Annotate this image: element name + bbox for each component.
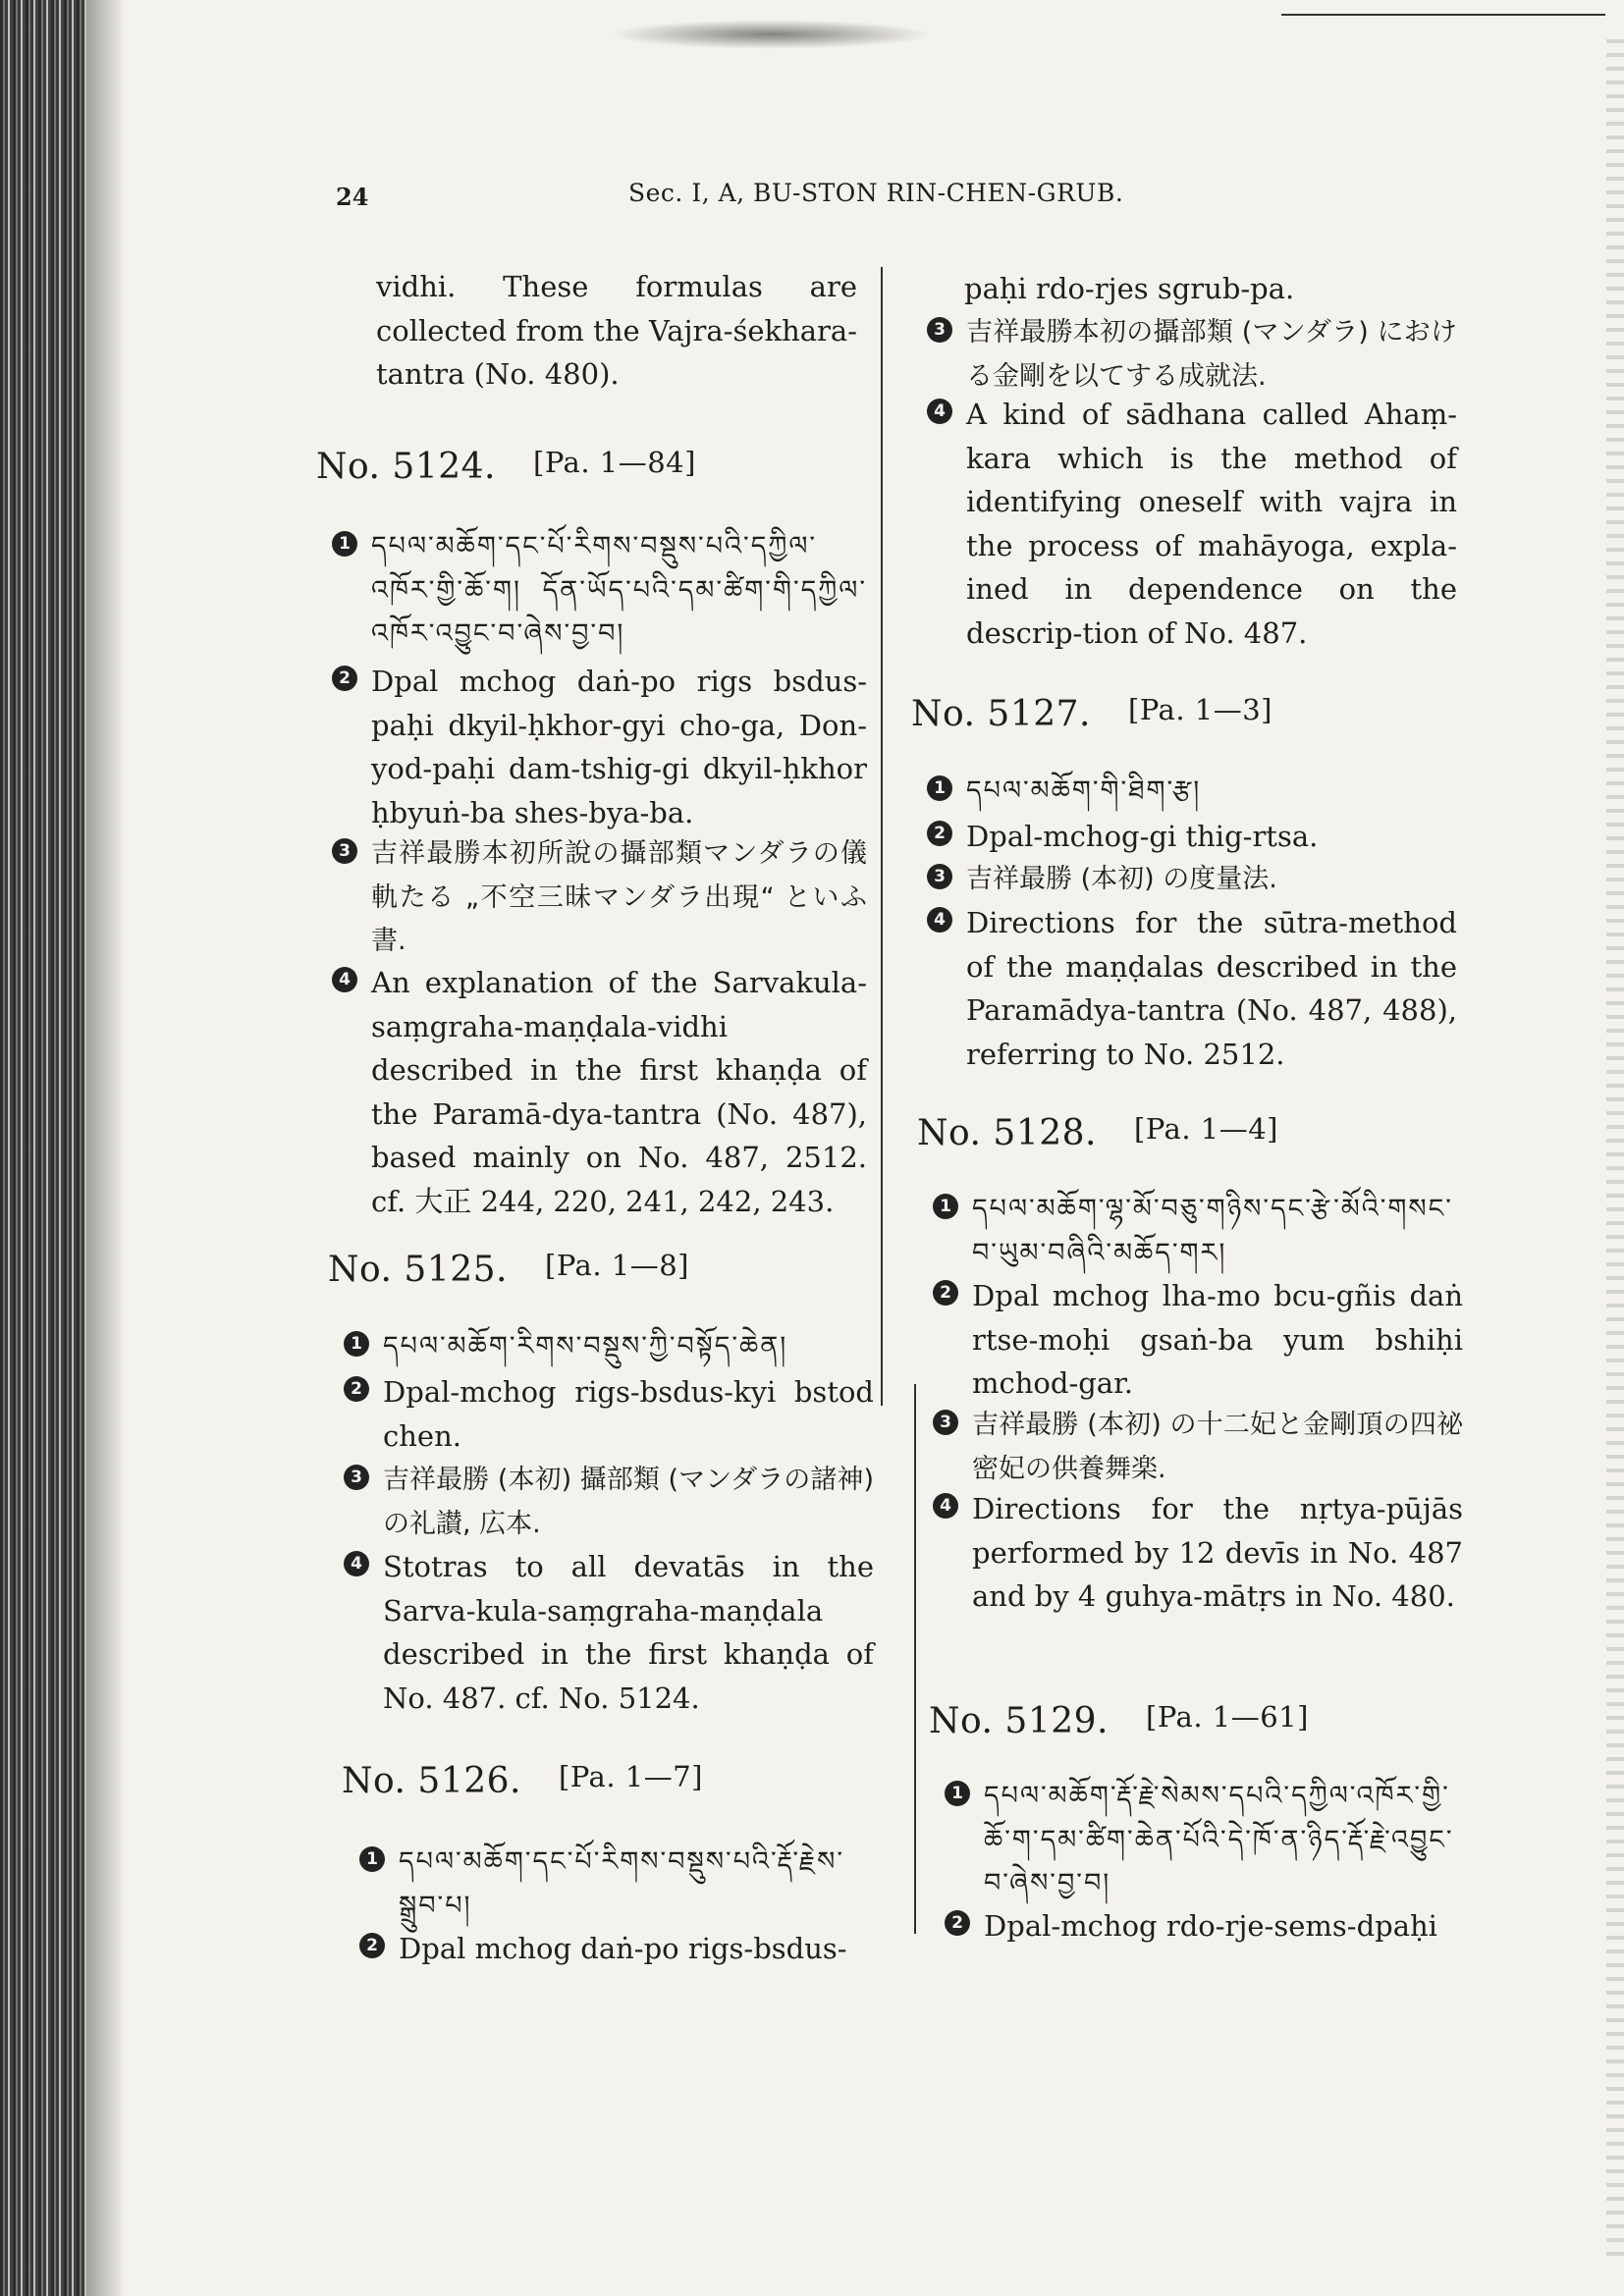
book-spine-shadow [0, 0, 86, 2296]
item-english [927, 901, 1457, 1076]
marker-2-icon: 2 [933, 1280, 958, 1306]
marker-2-icon: 2 [945, 1910, 970, 1936]
transliteration: Dpal mchog lha-mo bcu-gñis daṅ rtse-moḥi gsaṅ-ba yum bshiḥi mchod-gar. [972, 1279, 1463, 1400]
entry-number-5125 [328, 1250, 689, 1290]
item-transliteration [927, 815, 1457, 859]
tibetan-title: དཔལ་མཆོག་དང་པོ་རིགས་བསྡུས་པའི་རྡོ་རྗེས་སྒྲུབ་པ། [399, 1846, 845, 1921]
marker-2-icon: 2 [927, 821, 952, 846]
item-tibetan [945, 1775, 1470, 1906]
item-japanese [332, 832, 867, 964]
item-transliteration [359, 1927, 880, 1971]
english-description: Stotras to all devatās in the Sarva-kula-saṃgraha-maṇḍala described in the first khaṇḍa of No. 487. cf. No. 5124. [383, 1550, 874, 1715]
tibetan-title: དཔལ་མཆོག་དང་པོ་རིགས་བསྡུས་པའི་དཀྱིལ་འཁོར་གྱི་ཆོ་ག། དོན་ཡོད་པའི་དམ་ཚིག་གི་དཀྱིལ་འཁོར་འབྱུང་བ་ཞེས་བྱ་བ། [371, 531, 867, 649]
item-japanese [927, 311, 1457, 399]
entry-number-5128 [917, 1113, 1278, 1153]
marker-3-icon: 3 [332, 838, 357, 864]
entry-number: No. 5128. [917, 1113, 1097, 1153]
marker-4-icon: 4 [344, 1551, 369, 1576]
japanese-title: 吉祥最勝 (本初) の十二妃と金剛頂の四祕密妃の供養舞楽. [972, 1410, 1463, 1484]
entry-ref: [Pa. 1—84] [533, 446, 696, 479]
continuation-line [923, 267, 1453, 311]
marker-4-icon: 4 [933, 1493, 958, 1519]
japanese-title: 吉祥最勝 (本初) 攝部類 (マンダラの諸神) の礼讃, 広本. [383, 1465, 874, 1539]
entry-number: No. 5126. [342, 1761, 521, 1801]
tibetan-title: དཔལ་མཆོག་རྡོ་རྗེ་སེམས་དཔའི་དཀྱིལ་འཁོར་གྱི་ཆོ་ག་དམ་ཚིག་ཆེན་པོའི་དེ་ཁོ་ན་ཉིད་རྡོ་རྗེ་འབྱུང་བ་ཞེས་བྱ་བ། [984, 1781, 1454, 1898]
entry-number-5126 [342, 1761, 703, 1801]
column-divider-lower [914, 1384, 916, 1934]
marker-3-icon: 3 [927, 864, 952, 889]
entry-number: No. 5127. [911, 694, 1091, 734]
item-transliteration [332, 660, 867, 834]
entry-ref: [Pa. 1—4] [1134, 1112, 1278, 1146]
marker-1-icon: 1 [945, 1781, 970, 1806]
item-transliteration [933, 1274, 1463, 1406]
transliteration: Dpal mchog daṅ-po rigs bsdus-paḥi dkyil-ḥkhor-gyi cho-ga, Don-yod-paḥi dam-tshig-gi dkyil-ḥkhor ḥbyuṅ-ba shes-bya-ba. [371, 665, 867, 829]
scan-smudge [609, 20, 933, 49]
entry-number-5127 [911, 694, 1272, 734]
marker-2-icon: 2 [359, 1933, 385, 1958]
entry-ref: [Pa. 1—7] [559, 1760, 703, 1793]
transliteration: Dpal mchog daṅ-po rigs-bsdus- [399, 1932, 847, 1965]
entry-number: No. 5124. [316, 447, 496, 487]
item-english [933, 1487, 1463, 1619]
item-tibetan [344, 1325, 874, 1369]
entry-ref: [Pa. 1—61] [1146, 1700, 1309, 1734]
entry-number: No. 5129. [929, 1701, 1109, 1741]
item-transliteration [945, 1904, 1470, 1949]
item-english [332, 961, 867, 1223]
japanese-title: 吉祥最勝本初の攝部類 (マンダラ) における金剛を以てする成就法. [966, 317, 1457, 392]
entry-number: No. 5125. [328, 1250, 508, 1290]
marker-1-icon: 1 [332, 531, 357, 557]
item-japanese [933, 1404, 1463, 1491]
marker-4-icon: 4 [927, 399, 952, 424]
entry-ref: [Pa. 1—3] [1128, 693, 1272, 726]
english-description: Directions for the nṛtya-pūjās performed by 12 devīs in No. 487 and by 4 guhya-mātṛs in No. 480. [972, 1492, 1463, 1613]
japanese-title: 吉祥最勝本初所說の攝部類マンダラの儀軌たる „不空三昧マンダラ出現“ といふ書. [371, 838, 867, 956]
marker-2-icon: 2 [332, 666, 357, 691]
page-number: 24 [336, 183, 369, 211]
marker-1-icon: 1 [933, 1194, 958, 1219]
entry-number-5124 [316, 447, 696, 487]
page-edge-marks [1606, 39, 1624, 2258]
item-english [927, 393, 1457, 655]
spine-gradient [86, 0, 126, 2296]
running-head: Sec. I, A, BU-STON RIN-CHEN-GRUB. [628, 179, 1124, 207]
tibetan-title: དཔལ་མཆོག་རིགས་བསྡུས་ཀྱི་བསྟོད་ཆེན། [383, 1331, 788, 1362]
marker-1-icon: 1 [344, 1331, 369, 1357]
continuation-text: paḥi rdo-rjes sgrub-pa. [964, 272, 1295, 305]
item-tibetan [927, 770, 1457, 814]
marker-4-icon: 4 [927, 907, 952, 933]
english-description: A kind of sādhana called Ahaṃ-kara which is the method of identifying oneself with vajra in the process of mahāyoga, expla-ined in dependence on the descrip-tion of No. 487. [966, 398, 1457, 650]
japanese-title: 吉祥最勝 (本初) の度量法. [966, 864, 1277, 894]
entry-number-5129 [929, 1701, 1309, 1741]
marker-3-icon: 3 [933, 1410, 958, 1435]
item-tibetan [933, 1188, 1463, 1275]
item-english [344, 1545, 874, 1720]
transliteration: Dpal-mchog-gi thig-rtsa. [966, 820, 1319, 853]
item-tibetan [332, 525, 867, 657]
item-japanese [344, 1459, 874, 1546]
english-description: An explanation of the Sarvakula-saṃgraha-maṇḍala-vidhi described in the first khaṇḍa of the Paramā-dya-tantra (No. 487), based mainly on No. 487, 2512. cf. 大正 244, 220, 241, 242, 243. [371, 966, 867, 1218]
tibetan-title: དཔལ་མཆོག་གི་ཐིག་རྩ། [966, 775, 1202, 806]
marker-4-icon: 4 [332, 967, 357, 992]
marker-2-icon: 2 [344, 1376, 369, 1402]
transliteration: Dpal-mchog rdo-rje-sems-dpaḥi [984, 1909, 1437, 1943]
column-divider-upper [881, 267, 883, 1406]
marker-3-icon: 3 [927, 317, 952, 343]
entry-ref: [Pa. 1—8] [545, 1249, 689, 1282]
marker-1-icon: 1 [359, 1846, 385, 1872]
tibetan-title: དཔལ་མཆོག་ལྷ་མོ་བཅུ་གཉིས་དང་རྩེ་མོའི་གསང་བ་ཡུམ་བཞིའི་མཆོད་གར། [972, 1194, 1453, 1268]
marker-1-icon: 1 [927, 775, 952, 801]
marker-3-icon: 3 [344, 1465, 369, 1490]
intro-text: vidhi. These formulas are collected from the Vajra-śekhara-tantra (No. 480). [376, 270, 857, 391]
english-description: Directions for the sūtra-method of the maṇḍalas described in the Paramādya-tantra (No. 487, 488), referring to No. 2512. [966, 906, 1457, 1071]
item-japanese [927, 858, 1457, 902]
item-tibetan [359, 1841, 880, 1928]
item-transliteration [344, 1370, 874, 1458]
top-edge-line [1281, 14, 1605, 16]
transliteration: Dpal-mchog rigs-bsdus-kyi bstod chen. [383, 1375, 874, 1453]
